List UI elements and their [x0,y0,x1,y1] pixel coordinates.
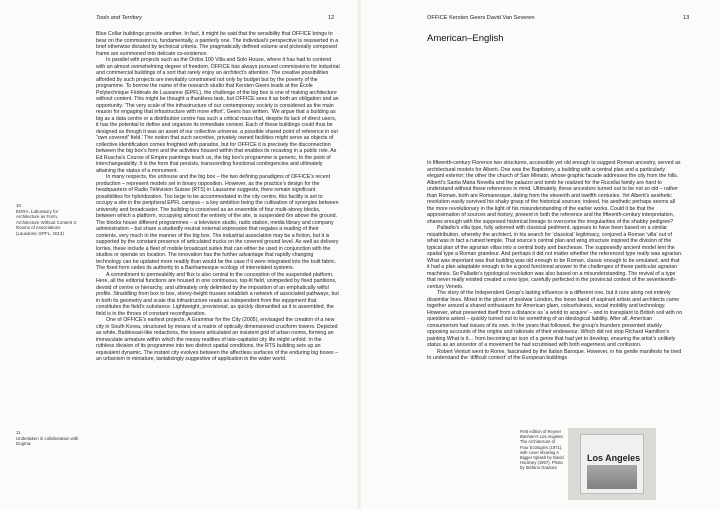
right-body-text [427,160,683,420]
section-title: American–English [427,33,504,44]
paragraph: Palladio’s villa type, fully adorned with classical pediment, appears to have been based on a similar misattribution, whereby the architect, in his search for ‘classical’ legitimacy, conjured a Roman ‘villa’ out of what was in fact a ruined temple. That source’s central plan and wing structure inspired the division of the typical plan of the agrarian villas into a central body and barchesse. The supposedly ancient model lent the spatial type a Roman grandeur. And perhaps it did not matter whether the referenced type really was agrarian. What was important was that building was old enough to be Roman, classic enough to be emulated, and that it had a plan adaptable enough to be a good functional answer to the challenges of these particular agrarian machines. So Palladio’s typological revolution was also based on a misunderstanding. The revival of a type that never really existed created a new type, carefully perfected in the provincial context of the seventeenth-century Veneto. [427,225,683,290]
page-number-left: 12 [328,15,335,21]
running-head-right: OFFICE Kersten Geers David Van Severen [427,15,535,21]
book-cover-image [587,465,637,489]
paragraph: In parallel with projects such as the Ordos 100 Villa and Solo House, where it has had to contend with an almost overwhelming degree of freedom, OFFICE has always pursued commissions for industrial and commercial buildings of a sort that rarely enjoy an architect’s attention. The creative possibilities afforded by such projects are inevitably constrained not only by budget but by the poverty of the programme. To borrow the name of the research studio that Kersten Geers leads at the École Polytechnique Fédérale de Lausanne (EPFL), the challenge of the big box is one of making architecture without content. This might be thought a thankless task, but OFFICE sees it as both an obligation and an opportunity. ‘The very scale of the infrastructure of our contemporary society is considered as the main reason for engaging that infrastructure with more effort’, Geers has written. ‘We argue that a building as big as a data centre or a distribution centre has such a critical mass that, despite its lack of direct users, it has the potential to define and organize its immediate context. Each of these buildings could thus be designed as though it was an asset of our collective universe, a possible shared point of reference in our “own covered” field.’ The notion that such secretive, privately owned facilities might serve as objects of collective identification comes freighted with paradox, but for OFFICE it is precisely the disconnection between the big box’s form and the activities housed within that enables its recasting in a public role. As Ed Ruscha’s Course of Empire paintings teach us, the big box’s programme is generic, to the point of interchangeability. It is the form that persists, transcending functional contingencies and ultimately attaining the status of a monument. [96,57,340,174]
book-cover [580,434,644,494]
footnote-11: 11 Undertaken in collaboration with Dogma. [16,430,79,446]
footnote-10: 10 EGRA, Laboratory for Architecture as Form, Architecture Without Content 3: Rooms of Associations (Lausanne: EPFL, 2013) [16,203,78,236]
paragraph: Robert Venturi went to Rome, fascinated by the Italian Baroque. However, in his gentle manifesto he tried to understand the ‘difficult context’ of the European buildings [427,348,682,361]
book-cover-photo [568,428,656,500]
paragraph: A commitment to permeability and flux is also central to the conception of the suspended platform. Here, all the editorial functions are housed in one continuous, top-lit field, unimpeded by fixed partitions, devoid of centre or hierarchy, and ultimately only delimited by the imposition of an emphatically wilful profile. Straddling from box to box, storey-height trusses establish a network of associated pathways, but in both its geometry and scale this infrastructure reads as independent from the equipment that constitutes the field’s substance. Lightweight, provisional, as quickly dismantled as it is assembled, the field is in the throes of constant reconfiguration. [96,271,339,317]
book-cover-title: Los Angeles [587,453,641,463]
running-head-left: Tools and Territory [96,15,142,21]
paragraph: In many respects, the unhouse and the big box – the two defining paradigms of OFFICE’s recent production – represent models set in binary opposition. However, as the practice’s design for the headquarters of Radio Télévision Suisse (RTS) in Lausanne suggests, there remain significant possibilities for hybridization. Too large to be accommodated in the city centre, this facility is set to occupy a site in the peripheral EPFL campus – a key ambition being the cultivation of synergies between university and broadcaster. The building is conceived as an ensemble of four multi-storey blocks, between which a platform, occupying almost the entirety of the site, is suspended 6m above the ground. The blocks house different programmes – a television studio, radio station, media library and company administration – but share a studiedly neutral external expression that negates a reading of their contents, very much in the manner of the big box. The industrial association may be a fiction, but it is supported by the constant presence of articulated trucks on the covered ground level. As well as delivery lorries, these include a fleet of mobile broadcast suites that can either be used in conjunction with the studios or operate on location. The innovation has the further advantage that rapidly changing technology can be updated more readily than would be the case if it were integrated into the built fabric. The fixed form cedes its authority to a Banhamesque ecology of interrelated systems. [96,174,339,271]
figure-caption: First edition of Reyner Banham’s Los Angeles: The Architecture of Four Ecologies (1971), with cover showing A Bigger Splash by David Hockney (1967). Photo by Stefano Graziani [520,429,564,471]
left-page [0,0,359,509]
left-body-text [96,31,340,499]
paragraph: Blue Collar buildings provide another. In fact, it might be said that the sensibility that OFFICE brings to bear on the commission is, fundamentally, a painterly one. The individual’s perspective is reasserted in a brief otherwise dictated by technical criteria. The pragmatically defined volume and pictorially composed frame are summoned into delicate co-existence. [96,31,339,57]
paragraph: One of OFFICE’s earliest projects, A Grammar for the City (2005), envisaged the creation of a new city in South Korea, structured by means of a matrix of optically dimensioned cruciform towers. Depicted as white, Baldessari-like redactions, the towers articulated an insistent grid of urban rooms, forming an immaculate armature within which the messy realities of late-capitalist city life might unfold. In the ruthless division of its programme into two distinct spatial conditions, the RTS building sets up an equivalent dynamic. The instant city evolves between the affectless surfaces of the enduring big boxes – an urbanism in miniature, tantalisingly suggestive of application in the wider world. [96,317,339,362]
paragraph: The story of the Independent Group’s lasting influence is a different one, but it runs along not entirely dissimilar lines. Mired in the gloom of postwar London, the loose band of aspirant artists and architects came together around a shared enthusiasm for American glam, colourfulness, social mobility and technology. However, what presented itself from a distance as ‘a world to acquire’ – and to transplant to British soil with no questions asked – quickly turned out to be something of an ideological liability. After all, American consumerism had issues of its own. In the years that followed, the group’s founders presented starkly opposing accounts of the origins and rationale of their endeavour. Which did not stop Richard Hamilton’s painting What is it… from becoming an icon of a genre that had yet to develop, ensuring the artist’s unlikely status as an ancestor of a movement he had scrutinised with both eagerness and confusion. [427,290,683,348]
page-number-right: 13 [683,15,690,21]
paragraph: In fifteenth-century Florence two structures, accessible yet old enough to suggest Roman ancestry, served as architectural models for Alberti. One was the Baptistery, a building with a central plan and a particularly elegant exterior; the other the church of San Miniato, whose graphic facade addresses the city from the hills. Alberti’s Santa Maria Novella and the palazzo and tomb he realized for the Rucellai family are hard to understand without these references in mind. Ultimately, these ancestors turned out to be not so old – rather than Roman, both are Romanesque, dating from the eleventh and twelfth centuries. Yet Alberti’s aesthetic revolution easily survived his shaky grasp of the historical sources; indeed, his aesthetic perhaps seems all the more revolutionary in the light of his misunderstanding of the earlier works. Could it be that the approximation of sources and history, present in both the reference and the fifteenth-century interpretation, shares enough with the supposed historical lineage to overcome the irregularities of the shabby pedigree? [427,160,681,225]
